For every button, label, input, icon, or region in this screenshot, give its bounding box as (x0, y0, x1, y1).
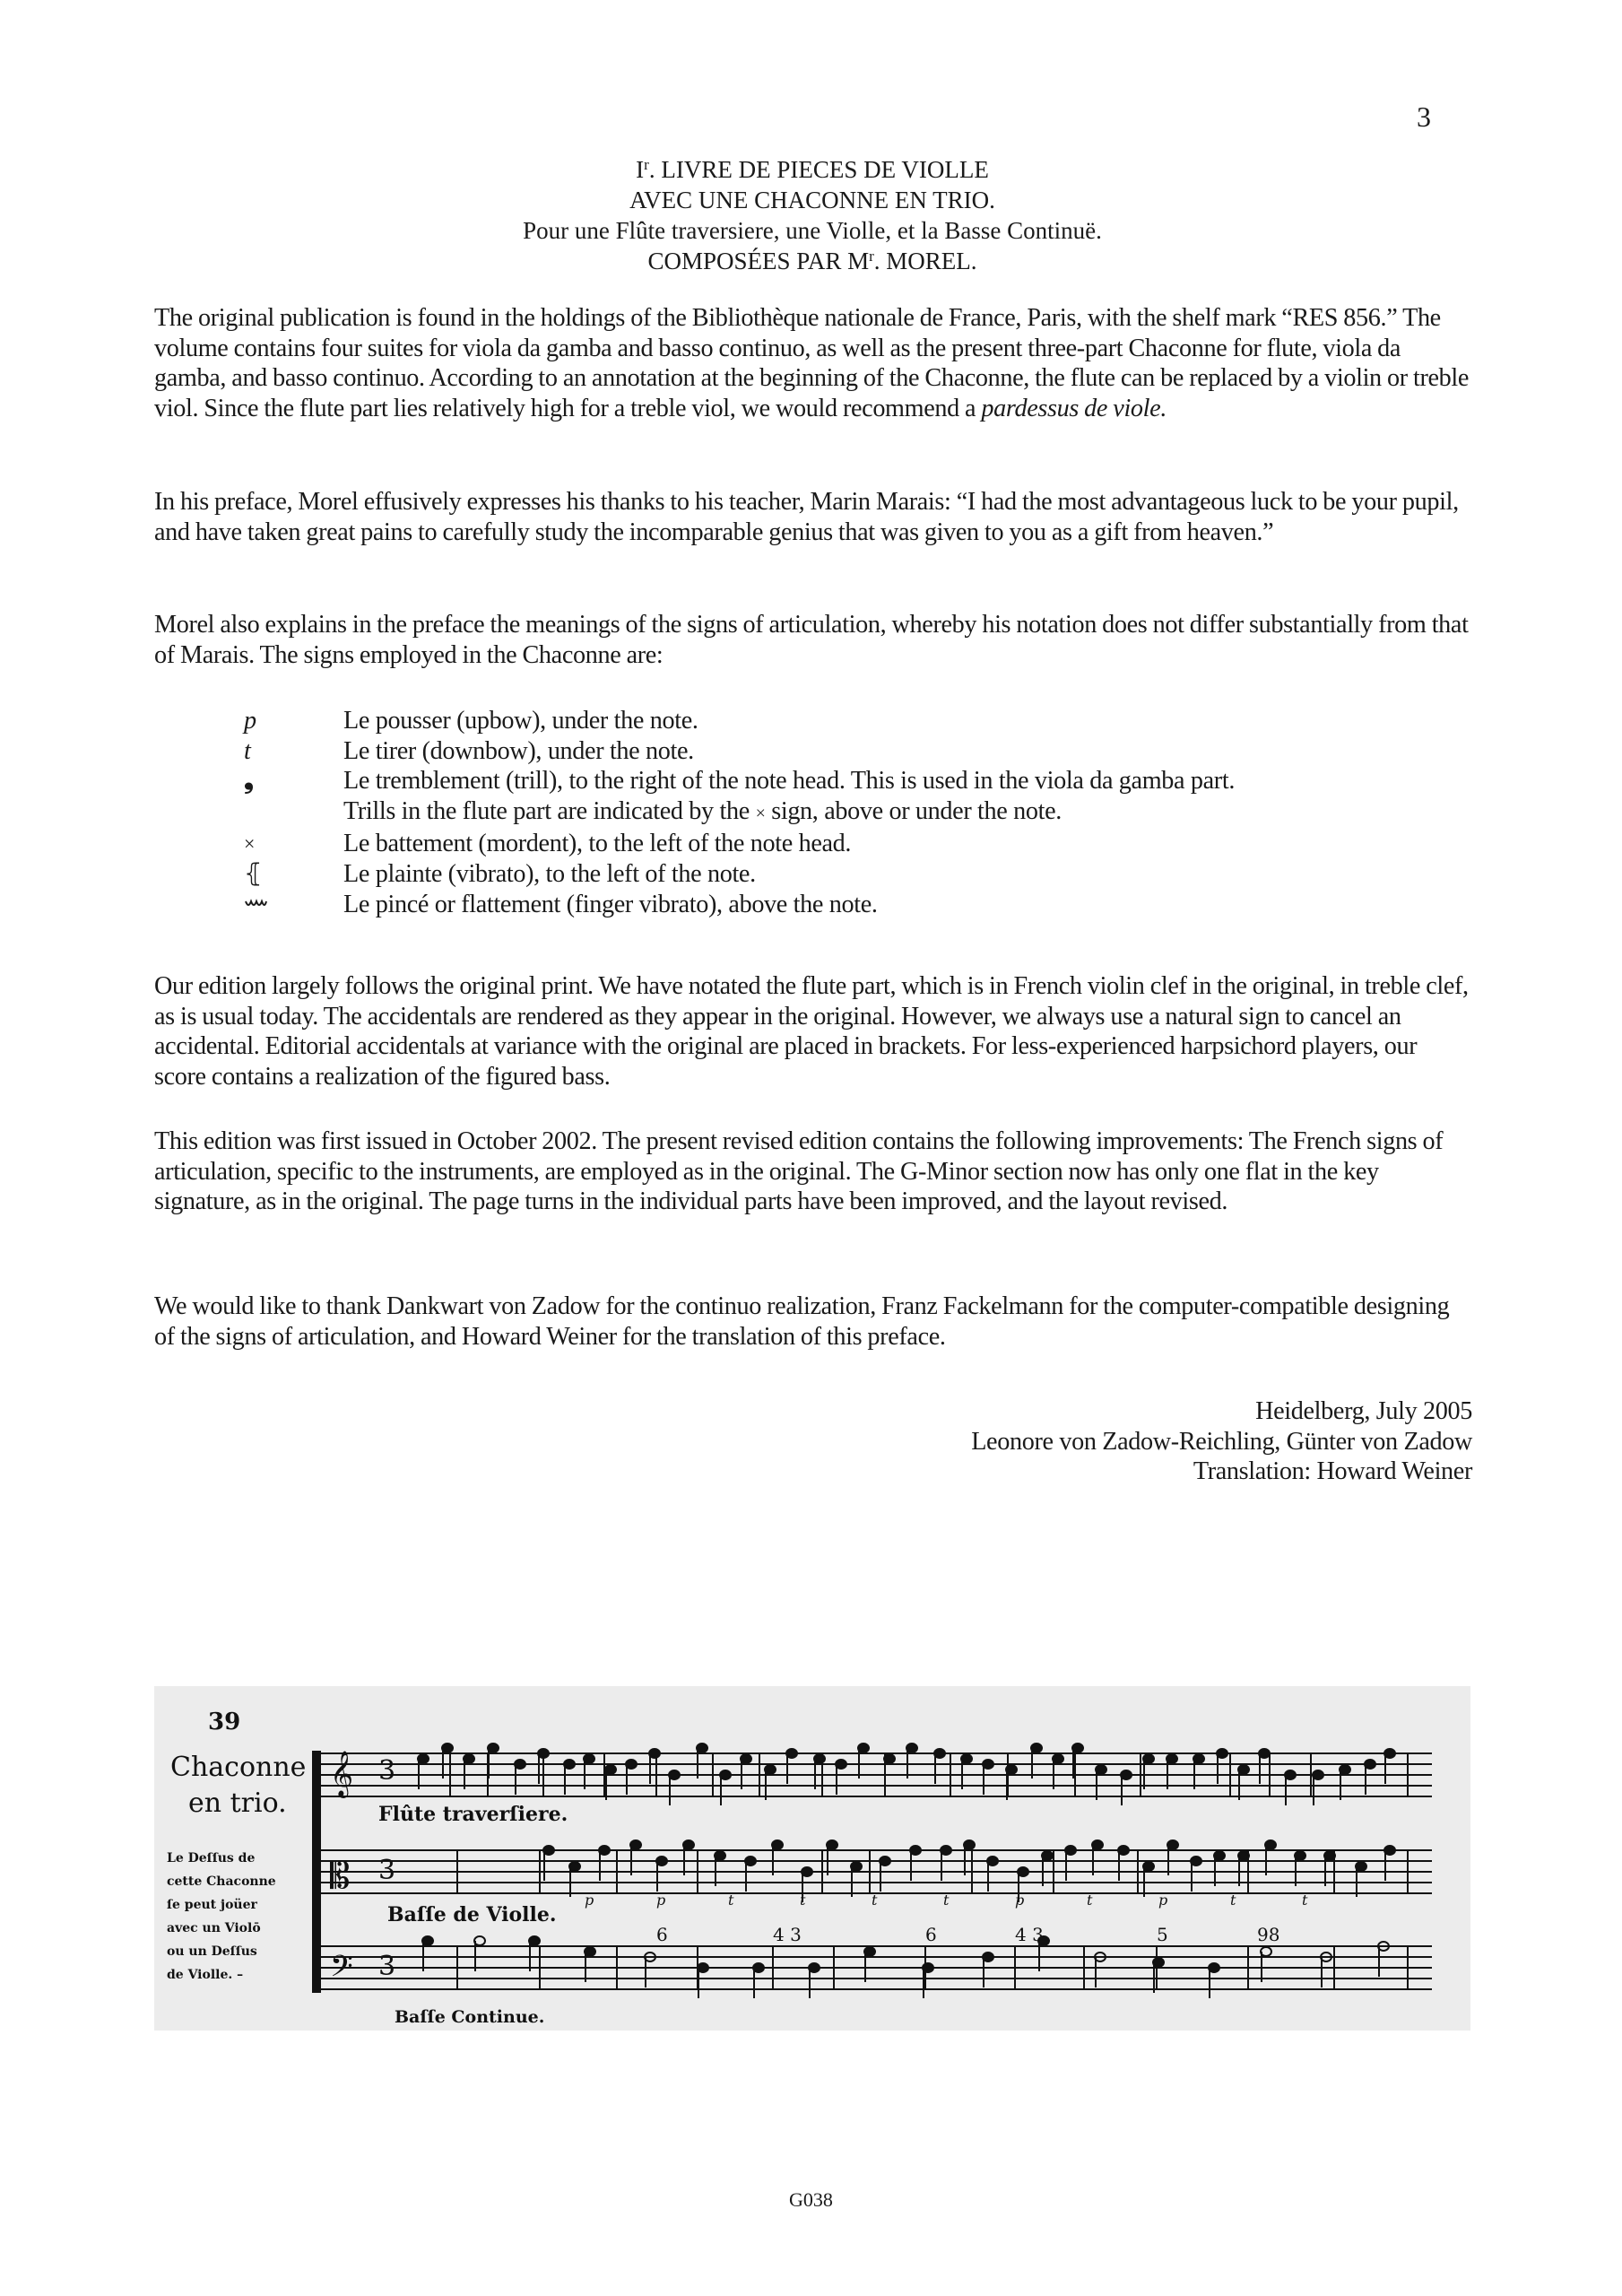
figured-bass-number: 4 3 (773, 1924, 802, 1945)
flute-trill-sign-icon: × (755, 803, 766, 823)
sign-row-pince: Le pincé or flattement (finger vibrato), above the note. (154, 890, 1472, 920)
time-signature: 3 (378, 1951, 396, 1982)
sign-row-tremblement: ❟ Le tremblement (trill), to the right of the note head. This is used in the viola da gamba part. (154, 766, 1472, 796)
facsimile-side-note-line: Le Deſſus de (167, 1851, 256, 1866)
signature-translator: Translation: Howard Weiner (1193, 1457, 1472, 1486)
signs-list (154, 706, 1472, 919)
facsimile-title-line-1: Chaconne (170, 1752, 307, 1783)
facsimile-side-note-line: de Violle. – (167, 1968, 244, 1982)
paragraph-revision: This edition was first issued in October 2002. The present revised edition contains the following improvements: The French signs of articulation, specific to the instruments, are employed as in the original. The G-Minor section now has only one flat in the key signature, as in the original. The page turns in the individual parts have been improved, and the layout revised. (154, 1127, 1444, 1216)
figured-bass-number: 6 (656, 1924, 668, 1945)
figured-bass-number: 5 (1157, 1924, 1168, 1945)
title-line-2: AVEC UNE CHACONNE EN TRIO. (629, 187, 995, 213)
tremblement-sign-icon: ❟ (244, 767, 254, 796)
articulation-mark: t (1302, 1892, 1308, 1909)
facsimile-side-note-line: ſe peut joüer (167, 1898, 257, 1912)
staff-label-continuo: Baſſe Continue. (395, 2007, 545, 2027)
articulation-mark: t (800, 1892, 806, 1909)
title-line-3: Pour une Flûte traversiere, une Violle, et la Basse Continuë. (523, 217, 1102, 244)
figured-bass-number: 6 (925, 1924, 937, 1945)
title-line-4: COMPOSÉES PAR $M^r$. MOREL. (647, 248, 977, 274)
signature-place-date: Heidelberg, July 2005 (1255, 1397, 1472, 1425)
system-bracket (312, 1751, 321, 1993)
articulation-mark: p (1015, 1892, 1025, 1909)
page-number: 3 (1417, 100, 1431, 133)
figured-bass (656, 1924, 1279, 1945)
facsimile-page-number: 39 (208, 1709, 241, 1735)
clef-icon: 𝄢 (330, 1950, 353, 1991)
sign-row-tirer: t Le tirer (downbow), under the note. (154, 736, 1472, 767)
articulation-mark: p (585, 1892, 594, 1909)
facsimile-side-note-line: avec un Violō (167, 1921, 261, 1935)
sign-row-pousser: p Le pousser (upbow), under the note. (154, 706, 1472, 736)
tirer-sign-icon: t (244, 736, 251, 765)
articulation-mark: p (656, 1892, 666, 1909)
articulation-mark: t (1087, 1892, 1093, 1909)
time-signature: 3 (378, 1755, 396, 1787)
facsimile-side-note-line: cette Chaconne (167, 1874, 276, 1889)
articulation-mark: t (943, 1892, 950, 1909)
footer-code: G038 (789, 2188, 833, 2211)
paragraph-preface: In his preface, Morel effusively expresses his thanks to his teacher, Marin Marais: “I had the most advantageous luck to be your pupil, and have taken great pains to carefully study the incomparable genius that was given to you as a gift from heaven.” (154, 488, 1459, 546)
staff-label-flute: Flûte traverſiere. (378, 1803, 568, 1826)
paragraph-source: The original publication is found in the holdings of the Bibliothèque nationale de France, Paris, with the shelf mark “RES 856.” The volume contains four suites for viola da gamba and basso continuo, as well as the present three-part Chaconne for flute, viola da gamba, and basso continuo. According to an annotation at the beginning of the Chaconne, the flute can be replaced by a violin or treble viol. Since the flute part lies relatively high for a treble viol, we would recommend a pardessus de viole. (154, 304, 1470, 422)
pardessus-italic: pardessus de viole. (981, 394, 1167, 422)
facsimile-score-image (154, 1686, 1470, 2031)
sign-row-flute-trill-note: Trills in the flute part are indicated by the × sign, above or under the note. (343, 796, 1062, 825)
figured-bass-number: 98 (1257, 1924, 1280, 1945)
signature-editors: Leonore von Zadow-Reichling, Günter von Zadow (971, 1427, 1472, 1456)
paragraph-edition: Our edition largely follows the original print. We have notated the flute part, which is in French violin clef in the original, in treble clef, as is usual today. The accidentals are rendered as they appear in the original. However, we always use a natural sign to cancel an accidental. Editorial accidentals at variance with the original are placed in brackets. For less-experienced harpsichord players, our score contains a realization of the figured bass. (154, 972, 1469, 1091)
articulation-mark: p (1158, 1892, 1168, 1909)
time-signature: 3 (378, 1855, 396, 1886)
signature-block (154, 1396, 1472, 1487)
clef-icon: 𝄡 (330, 1856, 351, 1897)
facsimile-side-note-line: ou un Deſſus (167, 1944, 257, 1959)
facsimile-title-line-2: en trio. (188, 1787, 287, 1819)
facsimile-side-note (167, 1851, 276, 1982)
pince-sign-icon (154, 890, 343, 920)
articulation-mark: t (872, 1892, 878, 1909)
paragraph-signs-intro: Morel also explains in the preface the meanings of the signs of articulation, whereby his notation does not differ substantially from that of Marais. The signs employed in the Chaconne are: (154, 611, 1469, 669)
title-line-1: $I^r$. LIVRE DE PIECES DE VIOLLE (636, 156, 989, 183)
articulation-mark: t (728, 1892, 734, 1909)
facsimile-score-svg (154, 1686, 1470, 2031)
title-block (154, 154, 1470, 276)
staff-label-viol: Baſſe de Violle. (387, 1903, 557, 1926)
battement-sign-icon: × (244, 832, 256, 856)
articulation-mark: t (1230, 1892, 1236, 1909)
sign-row-battement: × Le battement (mordent), to the left of the note head. (154, 829, 1472, 859)
plainte-sign-icon: ⦃ (244, 859, 263, 888)
clef-icon: 𝄞 (330, 1751, 354, 1796)
figured-bass-number: 4 3 (1015, 1924, 1044, 1945)
paragraph-acknowledgements: We would like to thank Dankwart von Zadow for the continuo realization, Franz Fackelmann for the computer-compatible designing of the signs of articulation, and Howard Weiner for the translation of this preface. (154, 1292, 1450, 1351)
sign-row-plainte: ⦃ Le plainte (vibrato), to the left of the note. (154, 859, 1472, 890)
pousser-sign-icon: p (244, 707, 256, 735)
